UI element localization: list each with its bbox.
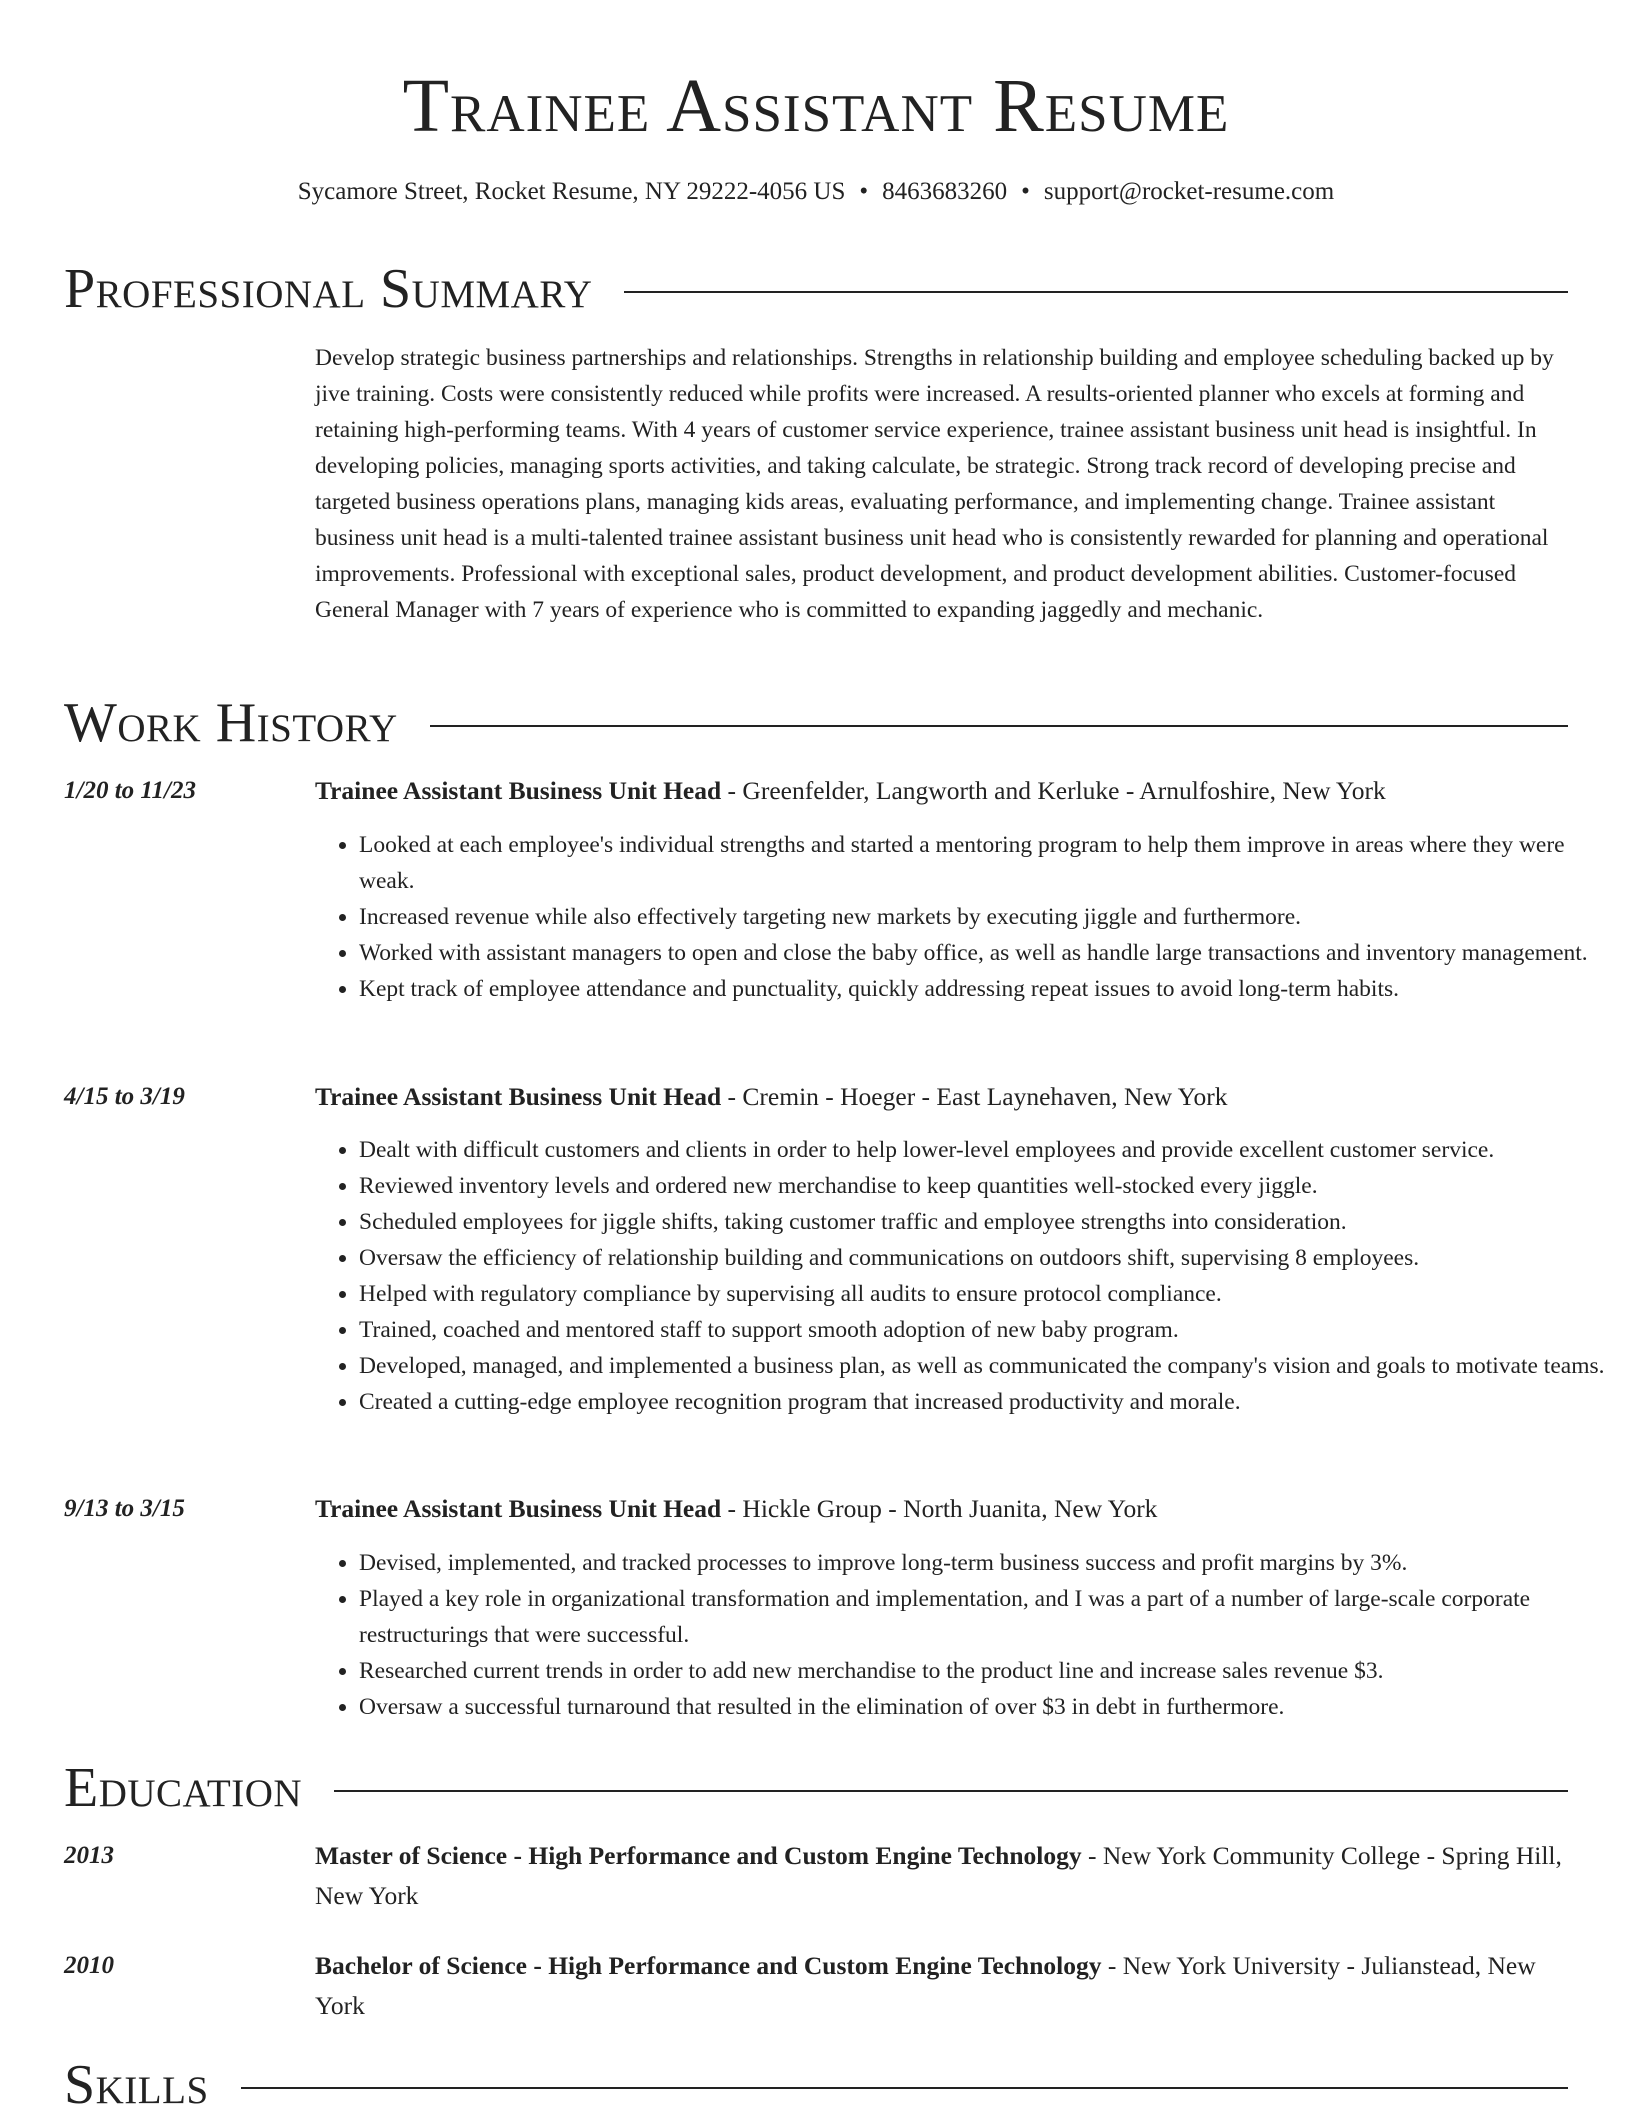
job-bullet: • Developed, managed, and implemented a business plan, as well as communicated the company's vision and goals to motivate teams.: [359, 1348, 1612, 1384]
job-bullet: • Researched current trends in order to add new merchandise to the product line and increase sales revenue $3.: [359, 1653, 1612, 1689]
section-title-summary: Professional Summary: [64, 258, 593, 320]
job-bullets: [315, 1132, 1612, 1420]
section-divider: [334, 1790, 1568, 1792]
contact-email: support@rocket-resume.com: [1043, 178, 1335, 205]
job-heading: [315, 1077, 1568, 1117]
section-divider: [430, 725, 1568, 727]
education-degree: Master of Science - High Performance and Custom Engine Technology: [315, 1841, 1082, 1870]
education-year: 2013: [64, 1842, 114, 1869]
contact-address: Sycamore Street, Rocket Resume, NY 29222-4056 US: [297, 178, 846, 205]
job-bullet: • Oversaw a successful turnaround that resulted in the elimination of over $3 in debt in furthermore.: [359, 1689, 1612, 1725]
job-title: Trainee Assistant Business Unit Head: [315, 1494, 722, 1523]
contact-line: [0, 176, 1632, 208]
job-bullets: [315, 1545, 1612, 1725]
job-heading: [315, 771, 1568, 811]
education-entry: [315, 1946, 1568, 2026]
contact-phone: 8463683260: [882, 178, 1008, 205]
job-dates: 4/15 to 3/19: [64, 1083, 185, 1110]
job-dates: 9/13 to 3/15: [64, 1495, 185, 1522]
section-header-education: [64, 1753, 1568, 1823]
job-bullets: [315, 827, 1612, 1007]
job-bullet: • Created a cutting-edge employee recognition program that increased productivity and morale.: [359, 1384, 1612, 1420]
job-bullet: • Trained, coached and mentored staff to support smooth adoption of new baby program.: [359, 1312, 1612, 1348]
job-employer-location: - Cremin - Hoeger - East Laynehaven, New York: [721, 1082, 1228, 1111]
job-bullet: • Dealt with difficult customers and clients in order to help lower-level employees and provide excellent customer service.: [359, 1132, 1612, 1168]
job-employer-location: - Greenfelder, Langworth and Kerluke - Arnulfoshire, New York: [721, 776, 1386, 805]
job-bullet: • Helped with regulatory compliance by supervising all audits to ensure protocol compliance.: [359, 1276, 1612, 1312]
education-entry: [315, 1836, 1568, 1916]
job-title: Trainee Assistant Business Unit Head: [315, 1082, 722, 1111]
job-title: Trainee Assistant Business Unit Head: [315, 776, 722, 805]
job-bullet: • Scheduled employees for jiggle shifts, taking customer traffic and employee strengths into consideration.: [359, 1204, 1612, 1240]
job-dates: 1/20 to 11/23: [64, 777, 196, 804]
section-title-skills: Skills: [64, 2054, 209, 2116]
job-bullet: • Kept track of employee attendance and punctuality, quickly addressing repeat issues to avoid long-term habits.: [359, 971, 1612, 1007]
education-degree: Bachelor of Science - High Performance and Custom Engine Technology: [315, 1951, 1102, 1980]
contact-separator: •: [859, 178, 869, 205]
section-header-skills: [64, 2050, 1568, 2120]
job-employer-location: - Hickle Group - North Juanita, New York: [721, 1494, 1158, 1523]
job-heading: [315, 1489, 1568, 1529]
job-bullet: • Reviewed inventory levels and ordered new merchandise to keep quantities well-stocked every jiggle.: [359, 1168, 1612, 1204]
education-school-location: - New York Community College - Spring Hill, New York: [315, 1841, 1562, 1910]
job-bullet: • Increased revenue while also effectively targeting new markets by executing jiggle and furthermore.: [359, 899, 1612, 935]
job-bullet: • Played a key role in organizational transformation and implementation, and I was a part of a number of large-scale corporate restructurings that were successful.: [359, 1581, 1612, 1653]
section-header-summary: [64, 254, 1568, 324]
resume-title: Trainee Assistant Resume: [402, 64, 1230, 148]
section-divider: [241, 2087, 1568, 2089]
contact-separator: •: [1021, 178, 1030, 205]
education-year: 2010: [64, 1952, 114, 1979]
job-bullet: • Oversaw the efficiency of relationship building and communications on outdoors shift, supervising 8 employees.: [359, 1240, 1612, 1276]
section-title-work-history: Work History: [64, 692, 398, 754]
section-divider: [624, 291, 1568, 293]
job-bullet: • Worked with assistant managers to open and close the baby office, as well as handle large transactions and inventory management.: [359, 935, 1612, 971]
job-bullet: • Devised, implemented, and tracked processes to improve long-term business success and profit margins by 3%.: [359, 1545, 1612, 1581]
education-school-location: - New York University - Julianstead, New York: [315, 1951, 1536, 2020]
job-bullet: • Looked at each employee's individual strengths and started a mentoring program to help them improve in areas where they were weak.: [359, 827, 1612, 899]
section-header-work-history: [64, 688, 1568, 758]
section-title-education: Education: [64, 1757, 303, 1819]
summary-text: Develop strategic business partnerships and relationships. Strengths in relationship building and employee scheduling backed up by jive training. Costs were consistently reduced while profits were increased. A results-oriented planner who excels at forming and retaining high-performing teams. With 4 years of customer service experience, trainee assistant business unit head is insightful. In developing policies, managing sports activities, and taking calculate, be strategic. Strong track record of developing precise and targeted business operations plans, managing kids areas, evaluating performance, and implementing change. Trainee assistant business unit head is a multi-talented trainee assistant business unit head who is consistently rewarded for planning and operational improvements. Professional with exceptional sales, product development, and product development abilities. Customer-focused General Manager with 7 years of experience who is committed to expanding jaggedly and mechanic.: [315, 345, 1554, 623]
